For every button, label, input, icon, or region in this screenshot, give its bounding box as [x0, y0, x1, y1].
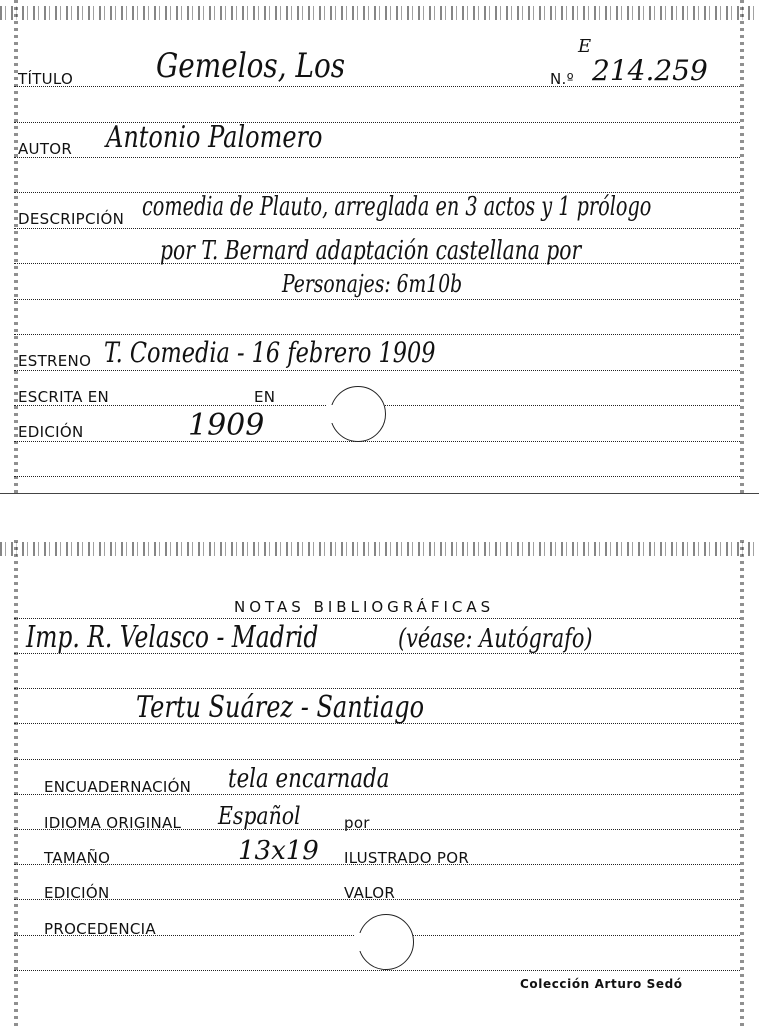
rule-line	[14, 970, 740, 971]
handwritten-titulo: Gemelos, Los	[156, 46, 346, 86]
punch-hole	[358, 914, 414, 970]
en-label: EN	[254, 388, 276, 406]
card-top-edge	[0, 6, 759, 20]
procedencia-label: PROCEDENCIA	[44, 920, 156, 938]
numero-label: N.º	[550, 70, 574, 88]
punch-hole	[330, 386, 386, 442]
edicion-label: EDICIÓN	[18, 423, 84, 441]
rule-line	[14, 157, 740, 158]
card-right-edge	[740, 0, 744, 495]
encuadernacion-label: ENCUADERNACIÓN	[44, 778, 192, 796]
rule-line	[14, 334, 740, 335]
handwritten-edicion: 1909	[188, 408, 265, 443]
collection-footer: Colección Arturo Sedó	[520, 977, 683, 991]
handwritten-estreno: T. Comedia - 16 febrero 1909	[104, 336, 436, 369]
handwritten-numero: 214.259	[592, 54, 708, 87]
valor-label: VALOR	[344, 884, 396, 902]
handwritten-encuadernacion: tela encarnada	[228, 764, 390, 794]
handwritten-tamano: 13x19	[238, 836, 319, 866]
card-right-edge	[740, 540, 744, 1028]
tamano-label: TAMAÑO	[44, 849, 111, 867]
titulo-label: TÍTULO	[18, 70, 74, 88]
rule-line	[14, 228, 740, 229]
rule-line	[14, 299, 740, 300]
rule-line	[14, 476, 740, 477]
idioma-original-label: IDIOMA ORIGINAL	[44, 814, 182, 832]
handwritten-descripcion-3: Personajes: 6m10b	[282, 270, 463, 298]
edicion-label: EDICIÓN	[44, 884, 110, 902]
estreno-label: ESTRENO	[18, 352, 92, 370]
ilustrado-por-label: ILUSTRADO POR	[344, 849, 470, 867]
rule-line	[14, 370, 740, 371]
autor-label: AUTOR	[18, 140, 73, 158]
rule-line	[14, 688, 740, 689]
descripcion-label: DESCRIPCIÓN	[18, 210, 125, 228]
rule-line	[14, 618, 740, 619]
handwritten-autor: Antonio Palomero	[106, 120, 323, 155]
handwritten-notas-1b: (véase: Autógrafo)	[398, 624, 593, 654]
card-separator	[0, 493, 759, 494]
rule-line	[14, 441, 740, 442]
escrita-en-label: ESCRITA EN	[18, 388, 110, 406]
handwritten-descripcion-2: por T. Bernard adaptación castellana por	[160, 236, 582, 266]
notas-heading: NOTAS BIBLIOGRÁFICAS	[234, 598, 495, 616]
handwritten-notas-2: Tertu Suárez - Santiago	[136, 690, 425, 725]
handwritten-descripcion-1: comedia de Plauto, arreglada en 3 actos y 1 prólogo	[142, 192, 652, 222]
handwritten-idioma: Español	[218, 802, 301, 830]
catalog-card-front	[0, 0, 759, 495]
catalog-card-back	[0, 540, 759, 1028]
rule-line	[14, 759, 740, 760]
card-left-edge	[14, 540, 18, 1028]
por-label: por	[344, 814, 370, 832]
handwritten-numero-prefix: E	[578, 36, 592, 57]
handwritten-notas-1: Imp. R. Velasco - Madrid	[26, 620, 319, 655]
card-top-edge	[0, 542, 759, 556]
